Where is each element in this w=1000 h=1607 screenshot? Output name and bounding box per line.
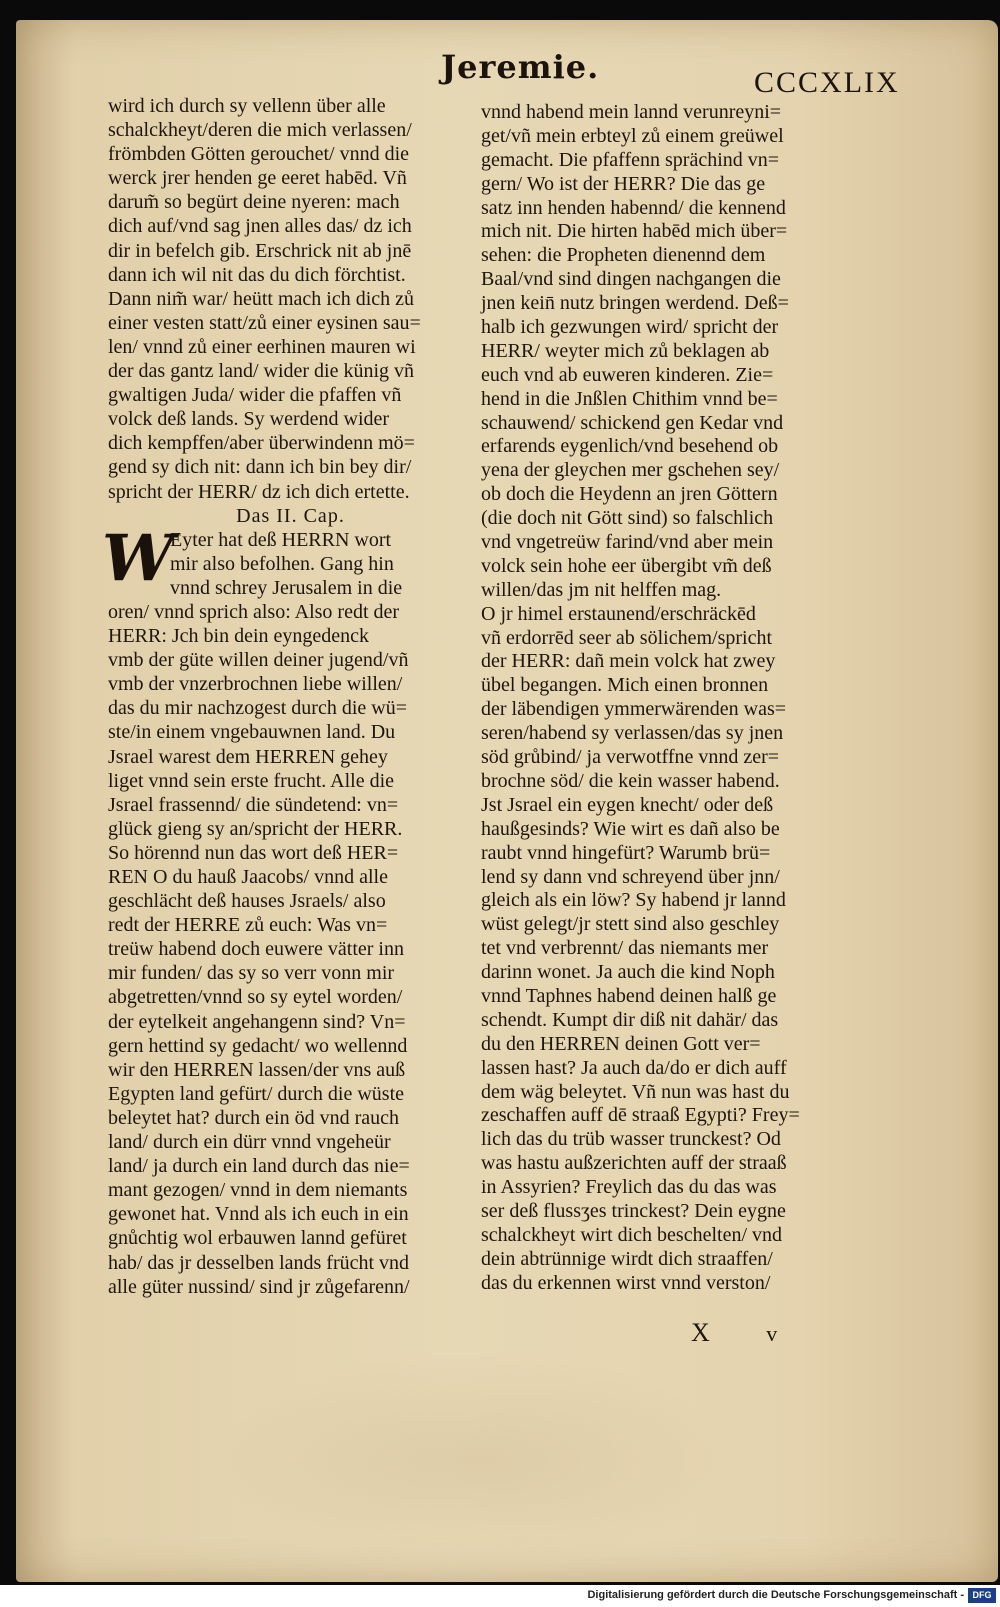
text-line: der HERR: dañ mein volck hat zwey xyxy=(481,650,776,673)
chapter-heading: Das II. Cap. xyxy=(236,504,345,527)
text-line: vnnd Taphnes habend deinen halß ge xyxy=(481,984,777,1007)
text-line: dich auf/vnd sag jnen alles das/ dz ich xyxy=(108,215,412,238)
drop-cap-initial: W xyxy=(102,521,174,596)
text-line: Eyter hat deß HERRN wort xyxy=(170,528,392,551)
text-line: brochne söd/ die kein wasser habend. xyxy=(481,769,780,792)
text-line: gewonet hat. Vnnd als ich euch in ein xyxy=(108,1203,409,1226)
text-line: hend in die Jnßlen Chithim vnnd be= xyxy=(481,387,778,410)
text-line: lend sy dann vnd schreyend über jnn/ xyxy=(481,865,780,888)
text-line: jnen kein̄ nutz bringen werdend. Deß= xyxy=(481,292,789,315)
signature-mark xyxy=(691,1318,779,1348)
text-line: dir in befelch gib. Erschrick nit ab jnē xyxy=(108,239,412,262)
text-line: mant gezogen/ vnnd in dem niemants xyxy=(108,1179,408,1202)
text-line: HERR: Jch bin dein eyngedenck xyxy=(108,625,370,648)
text-line: das du mir nachzogest durch die wü= xyxy=(108,697,407,720)
text-line: Baal/vnd sind dingen nachgangen die xyxy=(481,268,781,291)
text-line: volck sein hohe eer übergibt vm̃ deß xyxy=(481,554,772,577)
text-line: söd grůbind/ ja verwotffne vnnd zer= xyxy=(481,746,780,769)
text-line: glück gieng sy an/spricht der HERR. xyxy=(108,817,403,840)
footer-credit: Digitalisierung gefördert durch die Deutsche Forschungsgemeinschaft - xyxy=(587,1589,964,1601)
text-line: Jsrael frassennd/ die sündetend: vn= xyxy=(108,793,399,816)
text-line: satz inn henden habennd/ die kennend xyxy=(481,196,786,219)
text-line: (die doch nit Gött sind) so falschlich xyxy=(481,507,774,530)
text-line: Jst Jsrael ein eygen knecht/ oder deß xyxy=(481,793,774,816)
text-line: gemacht. Die pfaffenn sprächind vn= xyxy=(481,148,780,171)
text-line: halb ich gezwungen wird/ spricht der xyxy=(481,316,779,339)
text-line: wird ich durch sy vellenn über alle xyxy=(108,95,386,117)
text-line: dann ich wil nit das du dich förchtist. xyxy=(108,263,406,286)
text-line: lassen hast? Ja auch da/do er dich auff xyxy=(481,1056,787,1079)
text-line: darum̃ so begürt deine nyeren: mach xyxy=(108,191,400,214)
digitization-footer xyxy=(0,1585,1000,1607)
text-line: gleich als ein löw? Sy habend jr lannd xyxy=(481,889,786,912)
text-line: schalckheyt wirt dich beschelten/ vnd xyxy=(481,1223,783,1246)
text-line: einer vesten statt/zů einer eysinen sau= xyxy=(108,311,421,334)
text-line: in Assyrien? Freylich das du das was xyxy=(481,1176,777,1199)
text-line: get/vñ mein erbteyl zů einem greüwel xyxy=(481,124,784,147)
text-line: frömbden Götten gerouchet/ vnnd die xyxy=(108,143,410,166)
text-line: seren/habend sy verlassen/das sy jnen xyxy=(481,722,784,745)
text-line: mir funden/ das sy so verr vonn mir xyxy=(108,962,395,985)
text-line: euch vnd ab euweren kinderen. Zie= xyxy=(481,363,774,386)
text-line: willen/das jm nit helffen mag. xyxy=(481,578,722,601)
text-line: wüst gelegt/jr stett sind also geschley xyxy=(481,913,780,936)
text-line: len/ vnnd zů einer eerhinen mauren wi xyxy=(108,335,416,358)
text-line: gend sy dich nit: dann ich bin bey dir/ xyxy=(108,456,412,479)
text-line: abgetretten/vnnd so sy eytel worden/ xyxy=(108,986,403,1009)
text-line: gern/ Wo ist der HERR? Die das ge xyxy=(481,172,766,195)
text-line: vnnd schrey Jerusalem in die xyxy=(170,576,403,599)
text-line: O jr himel erstaunend/erschräckēd xyxy=(481,602,756,625)
text-line: vmb der vnzerbrochnen liebe willen/ xyxy=(108,673,403,696)
text-line: dem wäg beleytet. Vñ nun was hast du xyxy=(481,1080,790,1103)
left-text-column xyxy=(108,94,473,1299)
text-line: erfarends eygenlich/vnd besehend ob xyxy=(481,435,779,458)
text-line: spricht der HERR/ dz ich dich ertette. xyxy=(108,480,410,503)
text-line: sehen: die Propheten dienennd dem xyxy=(481,244,766,267)
text-line: haußgesinds? Wie wirt es dañ also be xyxy=(481,817,780,840)
text-line: volck deß lands. Sy werdend wider xyxy=(108,408,390,431)
text-line: gern hettind sy gedacht/ wo wellennd xyxy=(108,1034,408,1057)
text-line: mir also befolhen. Gang hin xyxy=(170,552,394,575)
text-line: yena der gleychen mer gschehen sey/ xyxy=(481,459,780,482)
text-line: HERR/ weyter mich zů beklagen ab xyxy=(481,339,770,362)
running-title: Jeremie. xyxy=(441,48,600,86)
right-text-column xyxy=(481,100,861,1295)
text-line: Dann nim̃ war/ heütt mach ich dich zů xyxy=(108,287,415,310)
text-line: ser deß flussʒes trinckest? Dein eygne xyxy=(481,1199,786,1222)
text-line: geschlächt deß hauses Jsraels/ also xyxy=(108,890,386,913)
text-line: beleytet hat? durch ein öd vnd rauch xyxy=(108,1106,399,1129)
text-line: das du erkennen wirst vnnd verston/ xyxy=(481,1271,771,1294)
text-line: darinn wonet. Ja auch die kind Noph xyxy=(481,961,775,984)
text-line: raubt vnnd hingefürt? Warumb brü= xyxy=(481,841,771,864)
text-line: dich kempffen/aber überwindenn mö= xyxy=(108,432,415,455)
text-line: land/ durch ein dürr vnnd vngeheür xyxy=(108,1131,391,1154)
text-line: treüw habend doch euwere vätter inn xyxy=(108,938,404,961)
text-line: mich nit. Die hirten habēd mich über= xyxy=(481,220,788,243)
text-line: Jsrael warest dem HERREN gehey xyxy=(108,745,388,768)
signature-letter: X xyxy=(691,1318,712,1347)
text-line: redt der HERRE zů euch: Was vn= xyxy=(108,914,388,937)
text-line: alle güter nussind/ sind jr zůgefarenn/ xyxy=(108,1275,410,1298)
text-line: REN O du hauß Jaacobs/ vnnd alle xyxy=(108,866,388,888)
text-line: schauwend/ schickend gen Kedar vnd xyxy=(481,411,784,434)
text-line: vñ erdorrēd seer ab sölichem/spricht xyxy=(481,626,773,649)
text-line: schendt. Kumpt dir diß nit dahär/ das xyxy=(481,1008,779,1031)
text-line: tet vnd verbrennt/ das niemants mer xyxy=(481,937,769,960)
text-line: Egypten land gefürt/ durch die wüste xyxy=(108,1082,405,1105)
text-line: ste/in einem vngebauwnen land. Du xyxy=(108,721,396,744)
text-line: ob doch die Heydenn an jren Göttern xyxy=(481,483,778,506)
text-line: werck jrer henden ge eeret habēd. Vñ xyxy=(108,167,407,190)
book-page xyxy=(16,20,998,1582)
folio-number: CCCXLIX xyxy=(754,66,900,99)
text-line: was hastu außzerichten auff der straaß xyxy=(481,1152,787,1175)
text-line: gwaltigen Juda/ wider die pfaffen vñ xyxy=(108,384,402,407)
dfg-logo-icon: DFG xyxy=(968,1588,996,1603)
text-line: übel begangen. Mich einen bronnen xyxy=(481,674,769,697)
text-line: hab/ das jr desselben lands frücht vnd xyxy=(108,1251,410,1274)
text-line: schalckheyt/deren die mich verlassen/ xyxy=(108,119,412,142)
text-line: vnnd habend mein lannd verunreyni= xyxy=(481,101,782,123)
text-line: dein abtrünnige wirdt dich straaffen/ xyxy=(481,1247,773,1270)
text-line: zeschaffen auff dē straaß Egypti? Frey= xyxy=(481,1104,800,1127)
text-line: vnd vngetreüw farind/vnd aber mein xyxy=(481,531,774,554)
text-line: liget vnnd sein erste frucht. Alle die xyxy=(108,769,395,792)
text-line: der das gantz land/ wider die künig vñ xyxy=(108,360,415,383)
signature-number: v xyxy=(766,1321,780,1346)
text-line: vmb der güte willen deiner jugend/vñ xyxy=(108,649,409,672)
text-line: lich das du trüb wasser trunckest? Od xyxy=(481,1128,781,1151)
text-line: land/ ja durch ein land durch das nie= xyxy=(108,1155,410,1178)
text-line: der läbendigen ymmerwärenden was= xyxy=(481,698,787,721)
text-line: oren/ vnnd sprich also: Also redt der xyxy=(108,600,400,623)
text-line: du den HERREN deinen Gott ver= xyxy=(481,1032,761,1055)
text-line: der eytelkeit angehangenn sind? Vn= xyxy=(108,1010,406,1033)
text-line: wir den HERREN lassen/der vns auß xyxy=(108,1058,406,1081)
text-line: gnůchtig wol erbauwen lannd gefüret xyxy=(108,1227,407,1250)
text-line: So hörennd nun das wort deß HER= xyxy=(108,841,399,864)
